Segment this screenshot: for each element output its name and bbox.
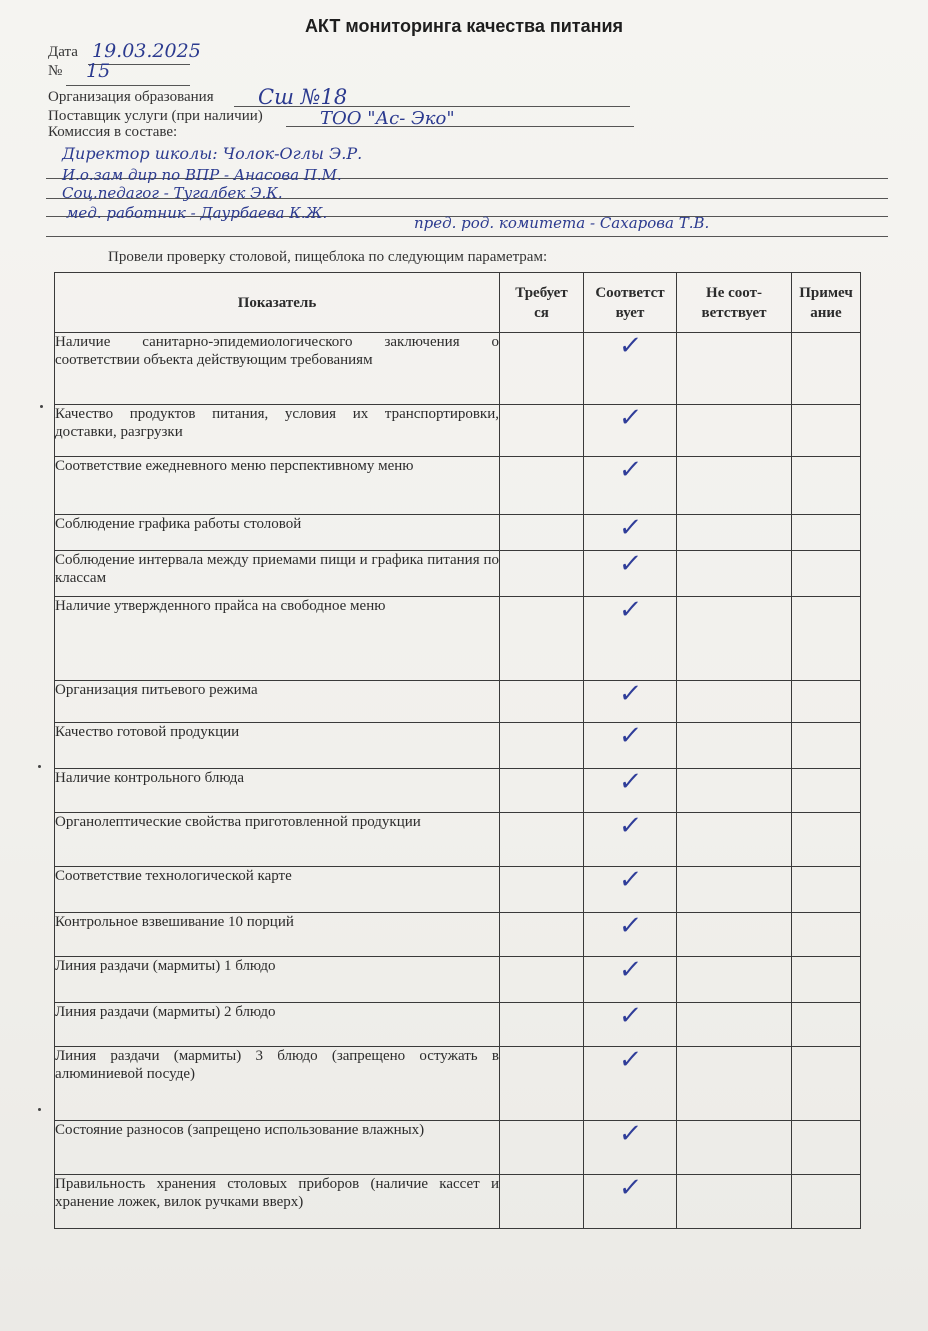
commission-member-1: Директор школы: Чолок-Оглы Э.Р.	[62, 144, 363, 163]
indicator-cell: Соблюдение интервала между приемами пищи и графика питания по классам	[55, 551, 500, 597]
indicator-cell: Соответствие ежедневного меню перспективному меню	[55, 457, 500, 515]
required-cell	[500, 515, 584, 551]
not-complies-cell	[677, 1121, 792, 1175]
commission-member-3: Соц.педагог - Тугалбек Э.К.	[62, 184, 283, 202]
checkmark-icon: ✓	[617, 455, 644, 485]
date-value: 19.03.2025	[92, 40, 201, 62]
note-cell	[792, 681, 861, 723]
note-cell	[792, 1121, 861, 1175]
checkmark-icon: ✓	[617, 1001, 644, 1031]
org-value: Сш №18	[258, 85, 348, 109]
checkmark-icon: ✓	[617, 679, 644, 709]
indicator-cell: Линия раздачи (мармиты) 3 блюдо (запрещено остужать в алюминиевой посуде)	[55, 1047, 500, 1121]
required-cell	[500, 1047, 584, 1121]
header-not-complies: Не соот- ветствует	[677, 273, 792, 333]
indicator-cell: Качество продуктов питания, условия их транспортировки, доставки, разгрузки	[55, 405, 500, 457]
table-row	[55, 515, 861, 551]
supplier-label: Поставщик услуги (при наличии)	[48, 108, 263, 124]
table-row	[55, 457, 861, 515]
not-complies-cell	[677, 867, 792, 913]
required-cell	[500, 681, 584, 723]
complies-cell	[584, 913, 677, 957]
table-row	[55, 597, 861, 681]
indicator-cell: Состояние разносов (запрещено использование влажных)	[55, 1121, 500, 1175]
commission-member-4: мед. работник - Даурбаева К.Ж.	[66, 204, 328, 222]
checkmark-icon: ✓	[617, 911, 644, 941]
not-complies-cell	[677, 769, 792, 813]
note-cell	[792, 723, 861, 769]
complies-cell	[584, 1003, 677, 1047]
note-cell	[792, 597, 861, 681]
commission-label: Комиссия в составе:	[48, 124, 178, 140]
checkmark-icon: ✓	[617, 1119, 644, 1149]
table-row	[55, 813, 861, 867]
checkmark-icon: ✓	[617, 331, 644, 361]
table-header-row	[55, 273, 861, 333]
required-cell	[500, 405, 584, 457]
table-row	[55, 681, 861, 723]
commission-member-5: пред. род. комитета - Сахарова Т.В.	[414, 214, 710, 232]
complies-cell	[584, 1121, 677, 1175]
paper-mark	[40, 405, 43, 408]
not-complies-cell	[677, 723, 792, 769]
required-cell	[500, 867, 584, 913]
required-cell	[500, 551, 584, 597]
checkmark-icon: ✓	[617, 403, 644, 433]
number-underline	[66, 85, 190, 86]
note-cell	[792, 1175, 861, 1229]
not-complies-cell	[677, 957, 792, 1003]
note-cell	[792, 457, 861, 515]
monitoring-table	[54, 272, 861, 1229]
table-row	[55, 405, 861, 457]
indicator-cell: Линия раздачи (мармиты) 2 блюдо	[55, 1003, 500, 1047]
checkmark-icon: ✓	[617, 955, 644, 985]
required-cell	[500, 457, 584, 515]
table-row	[55, 1175, 861, 1229]
checkmark-icon: ✓	[617, 1045, 644, 1075]
note-cell	[792, 867, 861, 913]
not-complies-cell	[677, 1003, 792, 1047]
not-complies-cell	[677, 1175, 792, 1229]
note-cell	[792, 405, 861, 457]
document-title: АКТ мониторинга качества питания	[304, 16, 624, 36]
note-cell	[792, 1047, 861, 1121]
number-label: №	[48, 63, 63, 79]
paper-mark	[38, 765, 41, 768]
table-row	[55, 1047, 861, 1121]
indicator-cell: Наличие санитарно-эпидемиологического заключения о соответствии объекта действующим требованиям	[55, 333, 500, 405]
table-row	[55, 551, 861, 597]
required-cell	[500, 813, 584, 867]
note-cell	[792, 913, 861, 957]
complies-cell	[584, 457, 677, 515]
checkmark-icon: ✓	[617, 595, 644, 625]
indicator-cell: Соблюдение графика работы столовой	[55, 515, 500, 551]
checkmark-icon: ✓	[617, 513, 644, 543]
checkmark-icon: ✓	[617, 549, 644, 579]
required-cell	[500, 597, 584, 681]
note-cell	[792, 769, 861, 813]
required-cell	[500, 723, 584, 769]
complies-cell	[584, 957, 677, 1003]
not-complies-cell	[677, 515, 792, 551]
indicator-cell: Линия раздачи (мармиты) 1 блюдо	[55, 957, 500, 1003]
complies-cell	[584, 405, 677, 457]
number-value: 15	[86, 60, 111, 82]
paper-mark	[38, 1108, 41, 1111]
required-cell	[500, 769, 584, 813]
complies-cell	[584, 551, 677, 597]
not-complies-cell	[677, 913, 792, 957]
table-row	[55, 769, 861, 813]
commission-line-4	[46, 236, 888, 237]
not-complies-cell	[677, 681, 792, 723]
complies-cell	[584, 515, 677, 551]
not-complies-cell	[677, 597, 792, 681]
header-complies: Соответст вует	[584, 273, 677, 333]
header-required: Требует ся	[500, 273, 584, 333]
not-complies-cell	[677, 405, 792, 457]
complies-cell	[584, 867, 677, 913]
intro-text: Провели проверку столовой, пищеблока по следующим параметрам:	[108, 249, 548, 265]
complies-cell	[584, 813, 677, 867]
header-note: Примеч ание	[792, 273, 861, 333]
required-cell	[500, 333, 584, 405]
checkmark-icon: ✓	[617, 721, 644, 751]
complies-cell	[584, 333, 677, 405]
not-complies-cell	[677, 457, 792, 515]
complies-cell	[584, 1175, 677, 1229]
indicator-cell: Органолептические свойства приготовленной продукции	[55, 813, 500, 867]
supplier-value: ТОО "Ас- Эко"	[320, 108, 455, 129]
checkmark-icon: ✓	[617, 1173, 644, 1203]
not-complies-cell	[677, 813, 792, 867]
indicator-cell: Правильность хранения столовых приборов (наличие кассет и хранение ложек, вилок ручками вверх)	[55, 1175, 500, 1229]
not-complies-cell	[677, 551, 792, 597]
table-row	[55, 333, 861, 405]
indicator-cell: Контрольное взвешивание 10 порций	[55, 913, 500, 957]
org-label: Организация образования	[48, 89, 214, 105]
header-indicator: Показатель	[55, 273, 500, 333]
table-row	[55, 723, 861, 769]
complies-cell	[584, 681, 677, 723]
table-row	[55, 1003, 861, 1047]
required-cell	[500, 1121, 584, 1175]
note-cell	[792, 551, 861, 597]
date-label: Дата	[48, 44, 78, 60]
note-cell	[792, 957, 861, 1003]
commission-member-2: И.о.зам дир по ВПР - Анасова П.М.	[62, 166, 342, 184]
indicator-cell: Наличие утвержденного прайса на свободное меню	[55, 597, 500, 681]
required-cell	[500, 1003, 584, 1047]
indicator-cell: Организация питьевого режима	[55, 681, 500, 723]
note-cell	[792, 333, 861, 405]
required-cell	[500, 913, 584, 957]
indicator-cell: Наличие контрольного блюда	[55, 769, 500, 813]
table-row	[55, 957, 861, 1003]
note-cell	[792, 813, 861, 867]
complies-cell	[584, 769, 677, 813]
not-complies-cell	[677, 333, 792, 405]
not-complies-cell	[677, 1047, 792, 1121]
table-row	[55, 913, 861, 957]
note-cell	[792, 1003, 861, 1047]
checkmark-icon: ✓	[617, 767, 644, 797]
checkmark-icon: ✓	[617, 865, 644, 895]
complies-cell	[584, 1047, 677, 1121]
indicator-cell: Соответствие технологической карте	[55, 867, 500, 913]
required-cell	[500, 1175, 584, 1229]
required-cell	[500, 957, 584, 1003]
table-row	[55, 867, 861, 913]
indicator-cell: Качество готовой продукции	[55, 723, 500, 769]
note-cell	[792, 515, 861, 551]
complies-cell	[584, 723, 677, 769]
table-row	[55, 1121, 861, 1175]
complies-cell	[584, 597, 677, 681]
checkmark-icon: ✓	[617, 811, 644, 841]
